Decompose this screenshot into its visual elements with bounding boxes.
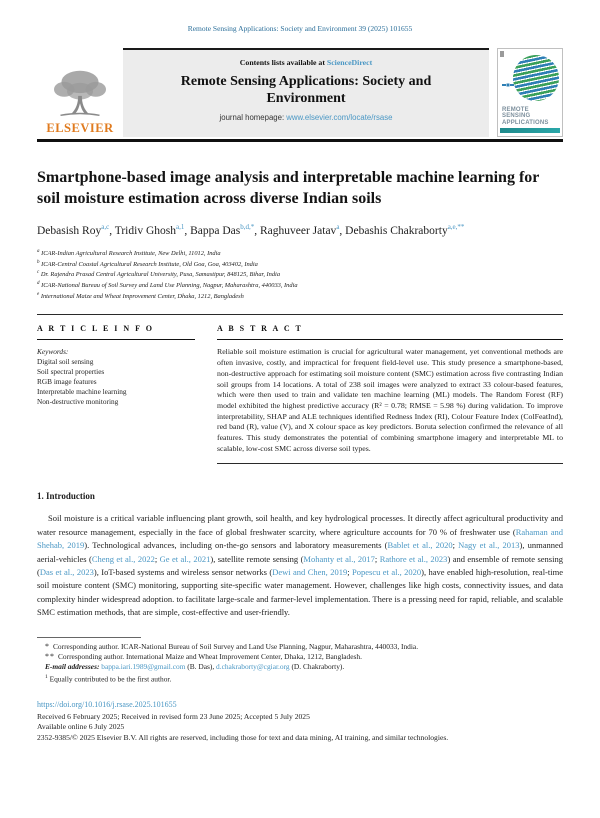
affiliation-superscript: d [37,280,40,286]
elsevier-tree-icon [49,68,111,120]
keyword-item: Soil spectral properties [37,367,105,377]
contents-line [123,58,489,67]
email-link[interactable]: d.chakraborty@cgiar.org [216,662,290,672]
citation-link[interactable]: Popescu et al., 2020 [352,567,422,578]
affiliation-superscript: b [37,259,40,265]
email-link[interactable]: bappa.iari.1989@gmail.com [101,662,186,672]
article-info-heading: A R T I C L E I N F O [37,324,154,334]
text-segment: , Debashis Chakraborty [339,224,448,237]
citation-link[interactable]: Ge et al., 2021 [159,553,211,564]
keyword-item: RGB image features [37,377,97,387]
homepage-prefix: journal homepage: [219,113,287,122]
footnote-corresponding-1 [37,642,563,652]
text-segment: a,e,** [447,223,465,231]
footnote-equal-contribution [37,672,563,685]
affiliation-text: ICAR-Indian Agricultural Research Institute, New Delhi, 11012, India [39,249,221,257]
text-segment: ) and ensemble of remote sensing ( [37,553,563,578]
affiliation-row [37,291,563,302]
text-segment: * [45,641,53,651]
footnote-emails [37,662,563,672]
affiliations-list [37,248,563,302]
keyword-item: Interpretable machine learning [37,386,127,396]
cover-banner [500,128,560,133]
text-segment: Equally contributed to be the first author. [47,674,172,684]
article-info-column [37,324,195,464]
footnote-corresponding-2 [37,652,563,662]
text-segment: ), satellite remote sensing ( [210,553,304,564]
text-segment: 1 [45,674,48,681]
journal-title: Remote Sensing Applications: Society and Environment [180,74,432,106]
homepage-line [123,113,489,122]
affiliation-row [37,280,563,291]
text-segment: ** [45,651,58,661]
masthead-center [123,48,489,137]
text-segment: ), have enabled high-resolution, real-time soil moisture content (SMC) monitoring, supporting site-specific water management. However, challenges like high costs, connectivity issues, and data complexity hinder widespread adoption. to facilitate large-scale and farmer-level implementation. There is a pressing need for rapid, reliable, and scalable SMC estimation methods, that are simple, cost-effective and user-friendly. [37,567,563,618]
text-segment: Corresponding author. International Maize and Wheat Improvement Center, Dhaka, 1212, Bangladesh. [58,651,362,661]
header-rule [37,139,563,142]
sciencedirect-link[interactable]: ScienceDirect [326,58,373,67]
citation-link[interactable]: Dewi and Chen, 2019 [272,567,348,578]
affiliation-text: Dr. Rajendra Prasad Central Agricultural University, Pusa, Samastipur, 848125, Bihar, India [39,271,281,279]
abstract-column [217,324,563,464]
cover-title: REMOTE SENSING APPLICATIONS [502,107,549,126]
text-segment: ; [452,540,459,551]
text-segment: a,1 [175,223,185,231]
available-online-line: Available online 6 July 2025 [37,722,125,732]
text-segment: ), IoT-based systems and wireless sensor networks ( [93,567,273,578]
text-segment: E-mail addresses: [45,662,102,672]
text-segment: , Tridiv Ghosh [109,224,176,237]
keyword-item: Digital soil sensing [37,357,94,367]
elsevier-wordmark: ELSEVIER [46,121,114,135]
abstract-rule [217,339,563,340]
cover-globe-icon [513,55,559,101]
cover-publisher-mark [500,51,504,57]
introduction-paragraph [37,512,563,619]
citation-link[interactable]: Nagy et al., 2013 [458,540,520,551]
doi-link[interactable]: https://doi.org/10.1016/j.rsase.2025.101655 [37,699,177,709]
text-segment: ). Technological advances, including on-the-go sensors and laboratory measurements ( [84,540,388,551]
citation-link[interactable]: Rahaman and Shehab, 2019 [37,526,563,551]
keywords-list [37,357,195,406]
footnote-divider [37,637,141,638]
keyword-item: Non-destructive monitoring [37,396,119,406]
keywords-label: Keywords: [37,347,69,357]
article-info-rule [37,339,195,340]
text-segment: b,d,* [240,223,255,231]
text-segment: Corresponding author. ICAR-National Bureau of Soil Survey and Land Use Planning, Nagpur, Maharashtra, 440033, India. [53,641,419,651]
homepage-link[interactable]: www.elsevier.com/locate/rsase [286,113,393,122]
text-segment: ; [374,553,380,564]
abstract-heading: A B S T R A C T [217,324,303,334]
abstract-text: Reliable soil moisture estimation is crucial for agricultural water management, yet conventional methods are often invasive, costly, and impractical for frequent field-level use. This study presence a smartphone-based, non-destructive approach for estimating soil moisture content (SMC) estimation across five contrasting Indian soil groups from 14 locations. A total of 238 soil images were analyzed to extract 33 colour-based features, which were then used to train and validate ten machine learning (ML) models. The Random Forest (RF) model exhibited the highest predictive accuracy (R² = 0.78; RMSE = 5.98 %) during validation. To improve interpretability, SHAP and ALE techniques identified Redness Index (RI), Colour Feature Index (ColFeatInd), red band (R), value (V), and X colour space as key predictors. Boruta selection confirmed the relevance of all features. This study demonstrates the potential of combining smartphone imagery and interpretable ML to scalable, low-cost SMC across diverse soil types. [217,347,563,453]
journal-cover-thumbnail [497,48,563,137]
affiliation-text: ICAR-Central Coastal Agricultural Research Institute, Old Goa, Goa, 403402, India [39,260,258,268]
masthead [37,48,563,137]
received-line: Received 6 February 2025; Received in revised form 23 June 2025; Accepted 5 July 2025 [37,711,310,721]
text-segment: Soil moisture is a critical variable influencing plant growth, soil health, and key hydrological processes. It directly affect agricultural productivity and water resource management, especially in the face of global freshwater scarcity, where agriculture accounts for 70 % of freshwater use ( [37,513,563,537]
affiliation-row [37,248,563,259]
citation-link[interactable]: Das et al., 2023 [39,567,94,578]
contents-prefix: Contents lists available at [239,58,327,67]
citation-link[interactable]: Mohanty et al., 2017 [303,553,375,564]
text-segment: a [336,223,340,231]
affiliation-text: International Maize and Wheat Improvement Center, Dhaka, 1212, Bangladesh [39,292,244,300]
text-segment: , Bappa Das [184,224,241,237]
text-segment: a,c [101,223,110,231]
info-abstract-columns [37,324,563,464]
article-title: Smartphone-based image analysis and interpretable machine learning for soil moisture estimation across diverse Indian soils [37,169,540,207]
abstract-bottom-rule [217,463,563,464]
page-citation-header: Remote Sensing Applications: Society and Environment 39 (2025) 101655 [187,24,413,33]
elsevier-logo [37,48,123,137]
introduction-heading: 1. Introduction [37,491,95,502]
citation-link[interactable]: Rathore et al., 2023 [379,553,448,564]
text-segment: Debasish Roy [37,224,102,237]
citation-link[interactable]: Cheng et al., 2022 [91,553,155,564]
text-segment: (B. Das), [185,662,217,672]
authors-line [37,220,499,239]
text-segment: ), unmanned aerial-vehicles ( [37,540,563,564]
affiliation-row [37,269,563,280]
citation-link[interactable]: Bablet et al., 2020 [387,540,453,551]
affiliation-superscript: a [37,248,40,254]
affiliation-superscript: e [37,291,40,297]
text-segment: ; [347,567,353,578]
affiliation-superscript: c [37,270,40,276]
affiliation-row [37,259,563,270]
text-segment: (D. Chakraborty). [289,662,345,672]
info-abstract-top-rule [37,314,563,315]
cover-satellite-icon [502,81,514,89]
text-segment: , Raghuveer Jatav [254,224,337,237]
affiliation-text: ICAR-National Bureau of Soil Survey and Land Use Planning, Nagpur, Maharashtra, 440033, India [39,282,298,290]
text-segment: ; [154,553,160,564]
copyright-line: 2352-9385/© 2025 Elsevier B.V. All rights are reserved, including those for text and data mining, AI training, and similar technologies. [37,732,449,742]
